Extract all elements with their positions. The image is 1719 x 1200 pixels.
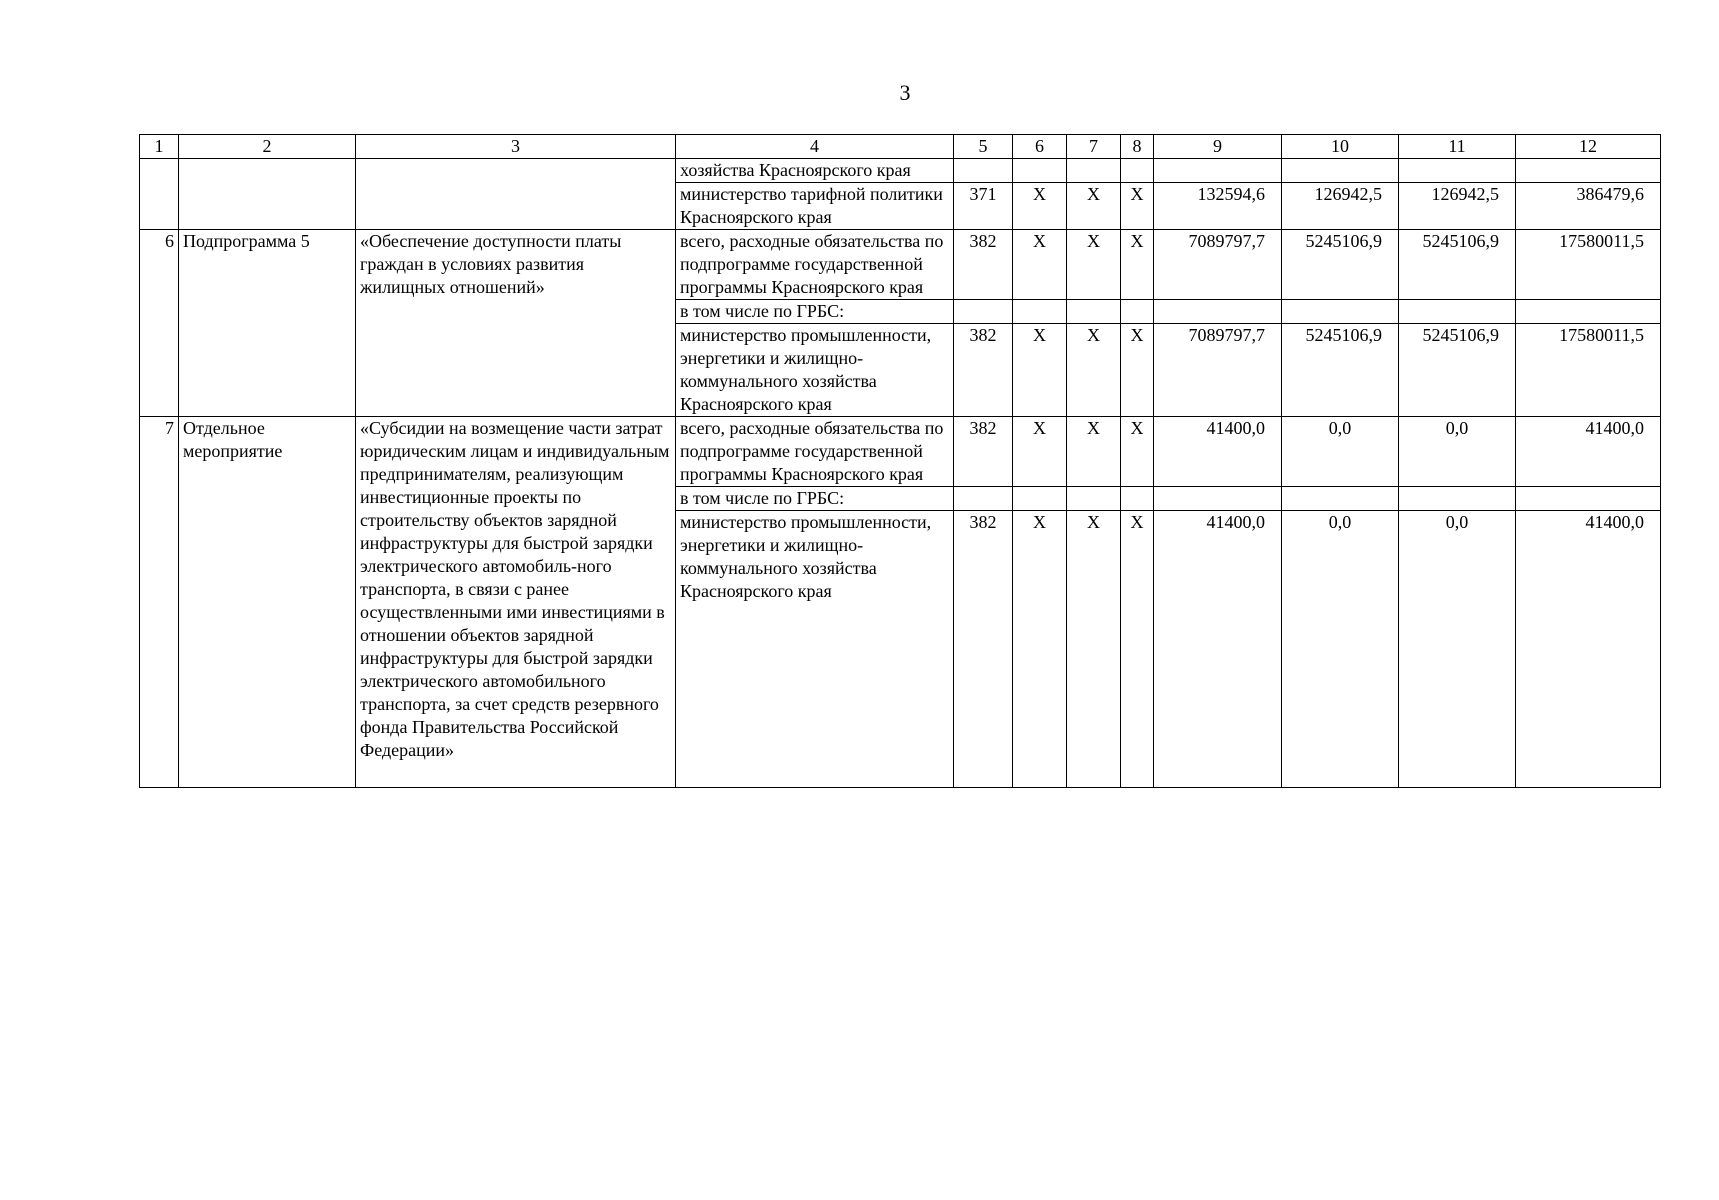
header-col-3: 3 bbox=[356, 135, 676, 159]
cell-col12: 17580011,5 bbox=[1516, 324, 1661, 417]
header-col-6: 6 bbox=[1013, 135, 1067, 159]
cell-program-type: Отдельное мероприятие bbox=[179, 417, 356, 788]
cell-empty bbox=[954, 487, 1013, 511]
cell-col12: 41400,0 bbox=[1516, 511, 1661, 788]
cell-empty bbox=[1282, 159, 1399, 183]
cell-empty bbox=[356, 159, 676, 230]
header-row bbox=[140, 135, 1661, 159]
cell-col6: Х bbox=[1013, 230, 1067, 300]
cell-col12: 41400,0 bbox=[1516, 417, 1661, 487]
cell-col10: 0,0 bbox=[1282, 511, 1399, 788]
cell-col5: 382 bbox=[954, 324, 1013, 417]
cell-description: хозяйства Красноярского края bbox=[676, 159, 954, 183]
header-col-11: 11 bbox=[1399, 135, 1516, 159]
cell-col11: 126942,5 bbox=[1399, 183, 1516, 230]
header-col-2: 2 bbox=[179, 135, 356, 159]
cell-col7: Х bbox=[1067, 324, 1121, 417]
cell-empty bbox=[1154, 159, 1282, 183]
cell-empty bbox=[1282, 300, 1399, 324]
cell-empty bbox=[140, 159, 179, 230]
cell-col5: 382 bbox=[954, 230, 1013, 300]
cell-col10: 5245106,9 bbox=[1282, 324, 1399, 417]
cell-col11: 0,0 bbox=[1399, 417, 1516, 487]
cell-col11: 5245106,9 bbox=[1399, 230, 1516, 300]
cell-empty bbox=[1121, 300, 1154, 324]
cell-empty bbox=[1282, 487, 1399, 511]
header-col-12: 12 bbox=[1516, 135, 1661, 159]
cell-empty bbox=[1121, 159, 1154, 183]
cell-col5: 382 bbox=[954, 417, 1013, 487]
cell-col11: 5245106,9 bbox=[1399, 324, 1516, 417]
cell-empty bbox=[1067, 159, 1121, 183]
cell-program-name: «Субсидии на возмещение части затрат юридическим лицам и индивидуальным предпринимателям, реализующим инвестиционные проекты по строительству объектов зарядной инфраструктуры для быстрой зарядки электрического автомобиль-ного транспорта, в связи с ранее осуществленными ими инвестициями в отношении объектов зарядной инфраструктуры для быстрой зарядки электрического автомобильного транспорта, за счет средств резервного фонда Правительства Российской Федерации» bbox=[356, 417, 676, 788]
cell-empty bbox=[179, 159, 356, 230]
cell-empty bbox=[1013, 159, 1067, 183]
cell-grbs-label: в том числе по ГРБС: bbox=[676, 487, 954, 511]
cell-empty bbox=[954, 300, 1013, 324]
cell-col7: Х bbox=[1067, 417, 1121, 487]
cell-col12: 17580011,5 bbox=[1516, 230, 1661, 300]
cell-col5: 371 bbox=[954, 183, 1013, 230]
cell-col9: 132594,6 bbox=[1154, 183, 1282, 230]
cell-col9: 7089797,7 bbox=[1154, 230, 1282, 300]
cell-col8: Х bbox=[1121, 324, 1154, 417]
header-col-10: 10 bbox=[1282, 135, 1399, 159]
cell-empty bbox=[1399, 300, 1516, 324]
cell-col7: Х bbox=[1067, 230, 1121, 300]
cell-col10: 126942,5 bbox=[1282, 183, 1399, 230]
cell-col6: Х bbox=[1013, 417, 1067, 487]
cell-empty bbox=[1399, 159, 1516, 183]
cell-description: министерство промышленности, энергетики и жилищно-коммунального хозяйства Красноярского края bbox=[676, 511, 954, 788]
table-row-continuation-1 bbox=[140, 159, 1661, 183]
cell-row-number: 7 bbox=[140, 417, 179, 788]
cell-empty bbox=[1154, 300, 1282, 324]
table-row-6-total bbox=[140, 230, 1661, 300]
cell-empty bbox=[1067, 300, 1121, 324]
header-col-5: 5 bbox=[954, 135, 1013, 159]
cell-col8: Х bbox=[1121, 183, 1154, 230]
cell-empty bbox=[1067, 487, 1121, 511]
cell-col8: Х bbox=[1121, 417, 1154, 487]
cell-col6: Х bbox=[1013, 511, 1067, 788]
table-row-7-total bbox=[140, 417, 1661, 487]
header-col-7: 7 bbox=[1067, 135, 1121, 159]
header-col-1: 1 bbox=[140, 135, 179, 159]
cell-empty bbox=[1013, 487, 1067, 511]
cell-empty bbox=[1013, 300, 1067, 324]
cell-empty bbox=[1516, 487, 1661, 511]
cell-col9: 7089797,7 bbox=[1154, 324, 1282, 417]
header-col-4: 4 bbox=[676, 135, 954, 159]
cell-program-name: «Обеспечение доступности платы граждан в условиях развития жилищных отношений» bbox=[356, 230, 676, 417]
cell-col9: 41400,0 bbox=[1154, 511, 1282, 788]
cell-description: всего, расходные обязательства по подпрограмме государственной программы Красноярского края bbox=[676, 417, 954, 487]
cell-col10: 0,0 bbox=[1282, 417, 1399, 487]
cell-col5: 382 bbox=[954, 511, 1013, 788]
cell-empty bbox=[954, 159, 1013, 183]
cell-col6: Х bbox=[1013, 183, 1067, 230]
cell-empty bbox=[1121, 487, 1154, 511]
cell-program-type: Подпрограмма 5 bbox=[179, 230, 356, 417]
cell-col7: Х bbox=[1067, 183, 1121, 230]
cell-description: министерство промышленности, энергетики и жилищно-коммунального хозяйства Красноярского края bbox=[676, 324, 954, 417]
cell-col8: Х bbox=[1121, 230, 1154, 300]
header-col-8: 8 bbox=[1121, 135, 1154, 159]
cell-empty bbox=[1516, 300, 1661, 324]
cell-col7: Х bbox=[1067, 511, 1121, 788]
cell-col11: 0,0 bbox=[1399, 511, 1516, 788]
cell-description: министерство тарифной политики Красноярского края bbox=[676, 183, 954, 230]
header-col-9: 9 bbox=[1154, 135, 1282, 159]
cell-col12: 386479,6 bbox=[1516, 183, 1661, 230]
cell-col6: Х bbox=[1013, 324, 1067, 417]
cell-col10: 5245106,9 bbox=[1282, 230, 1399, 300]
cell-empty bbox=[1399, 487, 1516, 511]
cell-col8: Х bbox=[1121, 511, 1154, 788]
cell-col9: 41400,0 bbox=[1154, 417, 1282, 487]
cell-row-number: 6 bbox=[140, 230, 179, 417]
cell-grbs-label: в том числе по ГРБС: bbox=[676, 300, 954, 324]
cell-empty bbox=[1516, 159, 1661, 183]
cell-empty bbox=[1154, 487, 1282, 511]
budget-table bbox=[139, 134, 1661, 788]
cell-description: всего, расходные обязательства по подпрограмме государственной программы Красноярского края bbox=[676, 230, 954, 300]
page-number: 3 bbox=[899, 80, 911, 105]
